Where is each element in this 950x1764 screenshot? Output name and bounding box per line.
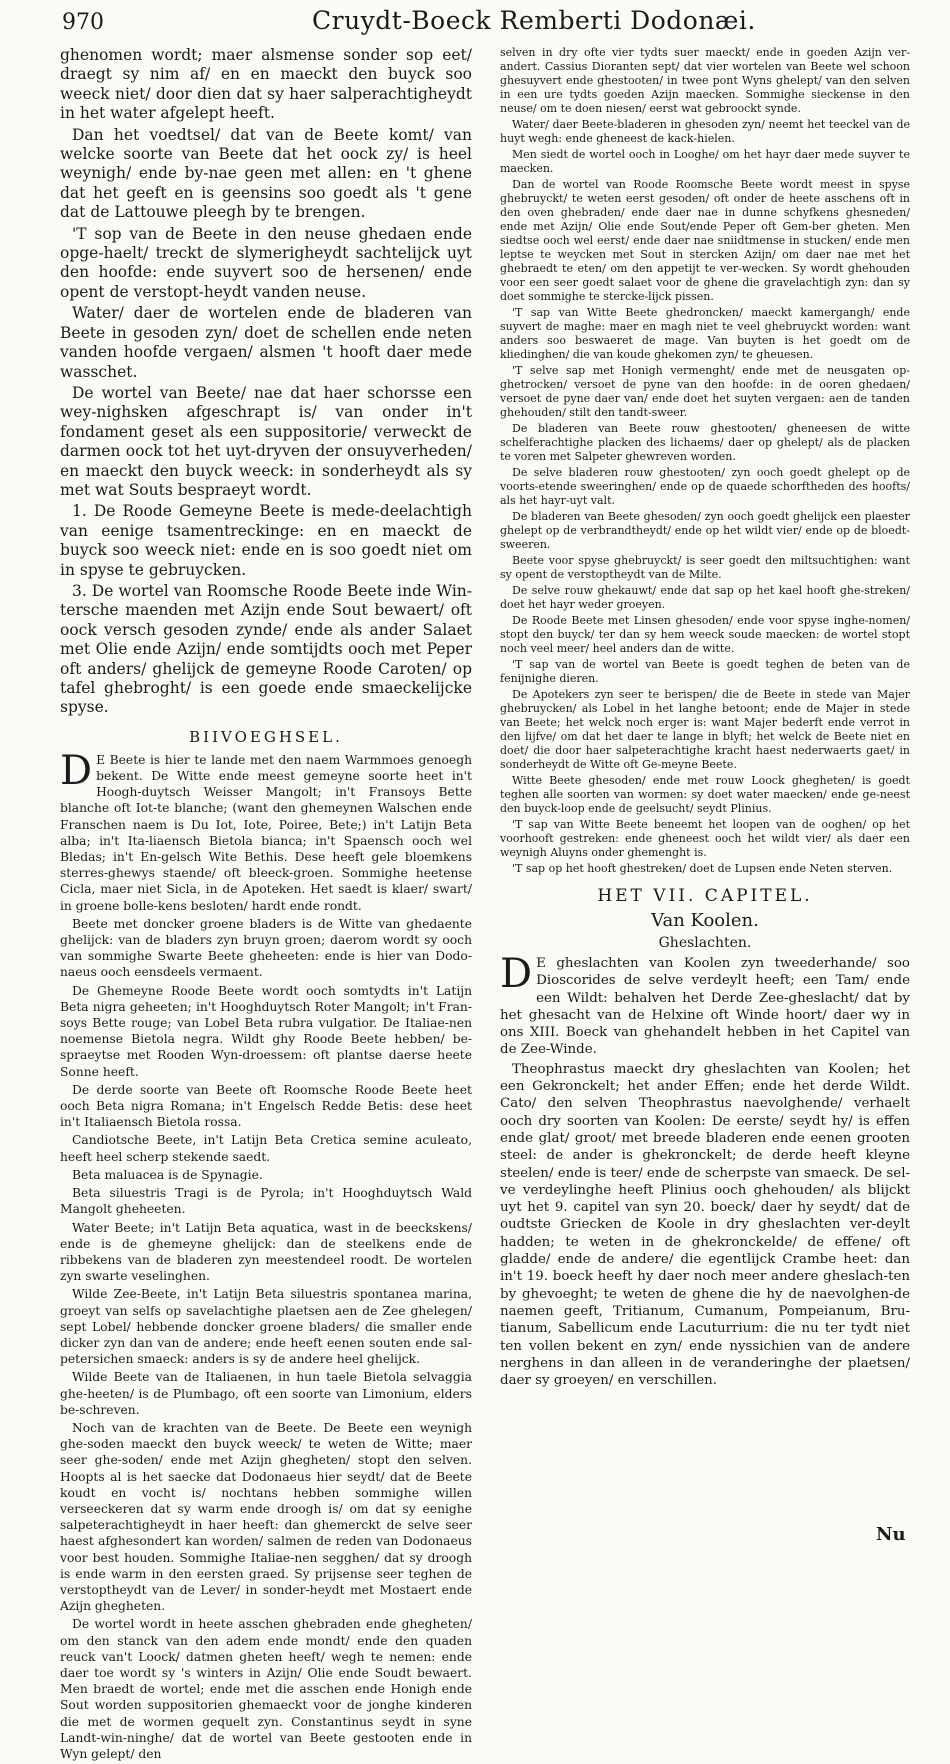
paragraph: De derde soorte van Beete oft Roomsche Roode Beete heet ooch Beta nigra Romana; in't Engelsch Redde Betis: dese heet in't Italiaensch Bietola rossa.: [60, 1082, 472, 1130]
paragraph: Water/ daer Beete-bladeren in ghesoden zyn/ neemt het teeckel van de huyt wegh: ende gheneest de kack-hielen.: [500, 118, 910, 145]
paragraph: Beete voor spyse ghebruyckt/ is seer goedt den miltsuchtighen: want sy opent de verstoptheydt van de Milte.: [500, 554, 910, 581]
paragraph: [500, 951, 910, 1059]
paragraph-text: E Beete is hier te lande met den naem Warmmoes genoegh bekent. De Witte ende meest gemeyne soorte heet in't Hoogh-duytsch Weisser Mangolt; in't Fransoys Bette blanche oft Iot-te blanche; (want den ghemeynen Walschen ende Franschen naem is Du Iot, Iote, Poiree, Bete;) in't Latijn Beta alba; in't Ita-liaensch Bietola bianca; in't Spaensch ooch wel Bledas; in't En-gelsch Wite Bethis. Dese heeft gele bloemkens sterres-ghewys staende/ oft bleeck-groen. Sommighe heetense Cicla, maer niet Sicla, in de Apoteken. Het saedt is klaer/ swart/ in groene bolle-kens besloten/ hardt ende rondt.: [60, 752, 472, 913]
drop-cap-d: D: [500, 951, 533, 997]
right-column: [500, 46, 910, 1391]
paragraph: De selve bladeren rouw ghestooten/ zyn ooch goedt ghelept op de voorts-etende sweeringhen/ ende op de quaede schorftheden des hoofts/ als het hayr-uyt valt.: [500, 466, 910, 507]
chapter-title: Van Koolen.: [651, 910, 759, 931]
paragraph: 'T sap van Witte Beete ghedroncken/ maeckt kamergangh/ ende suyvert de maghe: maer en magh niet te veel ghebruyckt worden: want anders soo beswaeret de mage. Van buyten is het goedt om de kliedinghen/ die van koude ghekomen zyn/ te gheuesen.: [500, 306, 910, 361]
paragraph: Beete met doncker groene bladers is de Witte van ghedaente ghelijck: van de bladers zyn bruyn groen; daerom wordt sy ooch van sommighe Swarte Beete gheheeten: ende is hier van Dodo-naeus ooch eensdeels vermaent.: [60, 916, 472, 980]
paragraph-text: E gheslachten van Koolen zyn tweederhande/ soo Dioscorides de selve verdeylt heeft; een Tam/ ende een Wildt: behalven het Derde Zee-gheslacht/ dat by het ghesacht van de Helxine oft Winde hoort/ daer wy in ons XIII. Boeck van ghehandelt hebben in het Capitel van de Zee-Winde.: [500, 956, 910, 1058]
paragraph: selven in dry ofte vier tydts suer maeckt/ ende in goeden Azijn ver-andert. Cassius Dioranten sept/ dat vier wortelen van Beete wel schoon ghesuyvert ende ghestooten/ in twee pont Wyns ghelept/ van den selven in een ure tydts goeden Azijn maecken. Sommighe sieckense in den neuse/ om te doen niesen/ eerst wat gebroockt synde.: [500, 46, 910, 115]
paragraph: 'T sap van de wortel van Beete is goedt teghen de beten van de fenijnighe dieren.: [500, 658, 910, 685]
paragraph: 'T selve sap met Honigh vermenght/ ende met de neusgaten op-ghetrocken/ versoet de pyne van den hoofde: in de ooren ghedaen/ versoet de pyne daer van/ ende doet het suyten vergaen: aen de tanden ghehouden/ stilt den tandt-sweer.: [500, 364, 910, 419]
paragraph: ghenomen wordt; maer alsmense sonder sop eet/ draegt sy nim af/ en en maeckt den buyck soo weeck niet/ door dien dat sy haer salperachtigheydt in het water afgelept heeft.: [60, 46, 472, 123]
paragraph: Theophrastus maeckt dry gheslachten van Koolen; het een Gekronckelt; het ander Effen; ende het derde Wildt. Cato/ den selven Theophrastus naevolghende/ verhaelt ooch dry soorten van Koolen: De eerste/ seydt hy/ is effen ende glat/ groot/ met breede bladeren ende eenen grooten steel: de ander is ghekronckelt; de derde heeft kleyne steelen/ ende is teer/ ende de scherpste van smaeck. De sel-ve verdeylinghe heeft Plinius ooch ghehouden/ als blijckt uyt het 9. capitel van syn 20. boeck/ daer hy seydt/ dat de oudtste Griecken de Koole in dry gheslachten ver-deylt hadden; te weten in de ghekronckelde/ de effene/ oft gladde/ ende de andere/ die egentlijck Crambe heet: dan in't 19. boeck heeft hy daer noch meer andere gheslach-ten by ghevoeght; te weten de ghene die hy de naevolghen-de naemen geeft, Tritianum, Cumanum, Pompeianum, Bru-tianum, Sabellicum ende Lacuturrium: die nu ter tydt niet ten vollen bekent en zyn/ ende nyssichien van de andere nerghens in dan alleen in de veranderinghe der plaetsen/ daer sy groeyen/ en verschillen.: [500, 1061, 910, 1389]
paragraph: De bladeren van Beete rouw ghestooten/ gheneesen de witte schelferachtighe placken des lichaems/ daer op ghelept/ als de placken te voren met Salpeter ghewreven worden.: [500, 422, 910, 463]
paragraph: De wortel wordt in heete asschen ghebraden ende ghegheten/ om den stanck van den adem ende mondt/ ende den quaden reuck van't Loock/ datmen gheten heeft/ wegh te nemen: ende daer toe wordt sy 's winters in Azijn/ Olie ende Soudt bewaert. Men braedt de wortel; ende met die asschen ende Honigh ende Sout worden suppositorien ghemaeckt voor de jonghe kinderen die met de wormen gequelt zyn. Constantinus seydt in syne Landt-win-ninghe/ dat de wortel van Beete gestooten ende in Wyn gelept/ den: [60, 1617, 472, 1761]
paragraph: Men siedt de wortel ooch in Looghe/ om het hayr daer mede suyver te maecken.: [500, 148, 910, 175]
paragraph: Dan het voedtsel/ dat van de Beete komt/ van welcke soorte van Beete dat het oock zy/ is heel weynigh/ ende by-nae geen met allen: en 't ghene dat het geeft en is geensins soo goedt als 't gene dat de Lattouwe pleegh by te brengen.: [60, 125, 472, 222]
paragraph: Witte Beete ghesoden/ ende met rouw Loock ghegheten/ is goedt teghen alle soorten van wormen: sy doet water maecken/ ende ge-neest den buyck-loop ende de geelsucht/ seydt Plinius.: [500, 774, 910, 815]
paragraph: Dan de wortel van Roode Roomsche Beete wordt meest in spyse ghebruyckt/ te weten eerst gesoden/ oft onder de heete asschens oft in den oven ghebraden/ ende daer nae in dunne schyfkens ghesneden/ ende met Azijn/ Olie ende Sout/ende Peper oft Gem-ber gheten. Men siedtse ooch wel eerst/ ende daer nae sniidtmense in stucken/ ende men leptse te weycken met Sout in stercken Azijn/ om daer nae met het ghebraedt te eten/ om den appetijt te ver-wecken. Sy wordt ghehouden voor een seer goedt salaet voor de ghene die gravelachtigh zyn: dan sy doet sommighe te stercke-lijck pissen.: [500, 178, 910, 303]
paragraph: De Roode Beete met Linsen ghesoden/ ende voor spyse inghe-nomen/ stopt den buyck/ ter dan sy hem weeck soude maecken: de wortel stopt noch veel meer/ heel anders dan de witte.: [500, 614, 910, 655]
paragraph: Beta maluacea is de Spynagie.: [72, 1167, 263, 1182]
left-column: [60, 46, 472, 1764]
paragraph: Noch van de krachten van de Beete. De Beete een weynigh ghe-soden maeckt den buyck weeck/ te weten de Witte; maer seer ghe-soden/ ende met Azijn ghegheten/ stopt den selven. Hoopts al is het saecke dat Dodonaeus hier seydt/ dat de Beete koudt en vocht is/ nochtans hebben sommighe willen verseeckeren dat sy warm ende droogh is/ om dat sy eenighe salpeterachtigheydt in haer heeft: dan ghemerckt de selve seer haest afghesondert kan worden/ salmen de reden van Dodonaeus voor best houden. Sommighe Italiae-nen segghen/ dat sy droogh is ende warm in den eersten graed. Sy prijsense seer teghen de verstoptheydt van de Lever/ in sonder-heydt met Mostaert ende Azijn ghegheten.: [60, 1420, 472, 1614]
paragraph: De Ghemeyne Roode Beete wordt ooch somtydts in't Latijn Beta nigra geheeten; in't Hooghduytsch Roter Mangolt; in't Fran-soys Bette rouge; van Lobel Beta rubra vulgatior. De Italiae-nen noemense Bietola negra. Wildt ghy Roode Beete hebben/ be-spraeytse met Rooden Wyn-droessem: oft plantse daerse heete Sonne heeft.: [60, 983, 472, 1079]
paragraph: De bladeren van Beete ghesoden/ zyn ooch goedt ghelijck een plaester ghelept op de verbrandtheydt/ ende op het wildt vier/ ende op de bloedt-sweeren.: [500, 510, 910, 551]
paragraph: De Apotekers zyn seer te berispen/ die de Beete in stede van Majer ghebruycken/ als Lobel in het langhe betoont; ende de Majer in stede van Beete; het welck noch erger is: want Majer bederft ende verrot in den lijfve/ om dat het daer te lange in blyft; het welck de Beete niet en doet/ die door haer salpeterachtighe kracht haest nederwaerts gaet/ in sonderheydt de Witte oft Ge-meyne Beete.: [500, 688, 910, 771]
paragraph: [60, 747, 472, 914]
section-heading: BIIVOEGHSEL.: [189, 727, 343, 746]
paragraph: De wortel van Beete/ nae dat haer schorsse een wey-nighsken afgeschrapt is/ van onder in't fondament geset als een suppositorie/ verweckt de darmen oock tot het uyt-dryven der onsuyverheden/ en maeckt den buyck weeck: in sonderheydt als sy met wat Souts bespraeyt wordt.: [60, 383, 472, 499]
paragraph: Water/ daer de wortelen ende de bladeren van Beete in gesoden zyn/ doet de schellen ende neten vanden hoofde vergaen/ alsmen 't hooft daer mede wasschet.: [60, 304, 472, 381]
paragraph: 3. De wortel van Roomsche Roode Beete inde Win-tersche maenden met Azijn ende Sout bewaert/ oft oock versch gesoden zynde/ ende als ander Salaet met Olie ende Azijn/ ende somtijdts ooch met Peper oft anders/ ghelijck de gemeyne Roode Caroten/ op tafel ghebroght/ is een goede ende smaeckelijcke spyse.: [60, 581, 472, 717]
page-number: 970: [62, 10, 104, 35]
catchword: Nu: [876, 1524, 906, 1545]
paragraph: 1. De Roode Gemeyne Beete is mede-deelachtigh van eenige tsamentreckinge: en en maeckt de buyck soo weeck niet: ende en is soo goedt niet om in spyse te gebruycken.: [60, 502, 472, 579]
running-head: [0, 0, 950, 46]
paragraph: De selve rouw ghekauwt/ ende dat sap op het kael hooft ghe-streken/ doet het hayr weder groeyen.: [500, 584, 910, 611]
paragraph: Wilde Zee-Beete, in't Latijn Beta siluestris spontanea marina, groeyt van selfs op savelachtighe plaetsen aen de Zee ghelegen/ sept Lobel/ hebbende doncker groene bladers/ die smaller ende dicker zyn dan van de andere; ende heeft eenen souten ende sal-petersichen smaeck: anders is sy de andere heel ghelijck.: [60, 1287, 472, 1367]
paragraph: 'T sop van de Beete in den neuse ghedaen ende opge-haelt/ treckt de slymerigheydt sachtelijck uyt den hoofde: ende suyvert soo de hersenen/ ende opent de verstopt-heydt vanden neuse.: [60, 224, 472, 301]
paragraph: Beta siluestris Tragi is de Pyrola; in't Hooghduytsch Wald Mangolt gheheeten.: [60, 1186, 472, 1217]
running-title: Cruydt-Boeck Remberti Dodonæi.: [312, 6, 756, 35]
paragraph: Candiotsche Beete, in't Latijn Beta Cretica semine aculeato, heeft heel scherp stekende saedt.: [60, 1133, 472, 1164]
chapter-heading: HET VII. CAPITEL.: [597, 886, 813, 906]
paragraph: 'T sap van Witte Beete beneemt het loopen van de ooghen/ op het voorhooft gestreken: ende gheneest ooch het wildt vier/ als daer een weynigh Aluyns onder ghemenght is.: [500, 818, 910, 859]
chapter-subheading: Gheslachten.: [658, 935, 752, 951]
paragraph: Wilde Beete van de Italiaenen, in hun taele Bietola selvaggia ghe-heeten/ is de Plumbago, oft een soorte van Limonium, elders be-schreven.: [60, 1370, 472, 1417]
drop-cap-d: D: [60, 747, 93, 794]
paragraph: Water Beete; in't Latijn Beta aquatica, wast in de beeckskens/ ende is de ghemeyne ghelijck: dan de steelkens ende de ribbekens van de bladeren zyn meestendeel roodt. De wortelen zyn swarte veselinghen.: [60, 1220, 472, 1284]
paragraph: 'T sap op het hooft ghestreken/ doet de Lupsen ende Neten sterven.: [512, 862, 893, 875]
